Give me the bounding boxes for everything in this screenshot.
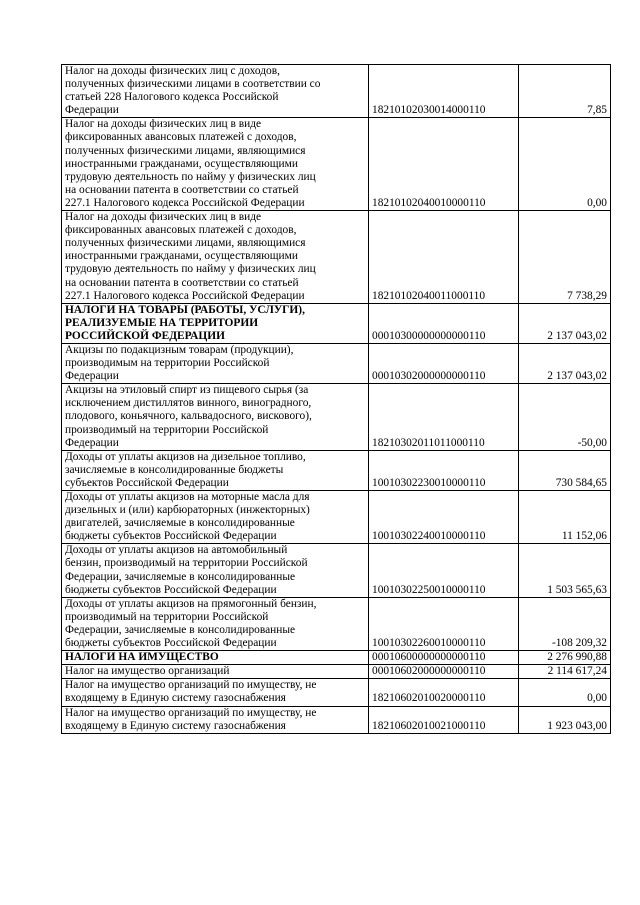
description-line: Акцизы по подакцизным товарам (продукции),	[65, 343, 294, 356]
table-row	[62, 211, 611, 304]
table-row	[62, 544, 611, 597]
description-line: Налог на доходы физических лиц в виде	[65, 118, 262, 131]
amount: -50,00	[519, 384, 611, 450]
table-row	[62, 450, 611, 490]
description-line: плодового, коньячного, кальвадосного, вискового),	[65, 410, 312, 423]
amount: 2 114 617,24	[519, 665, 611, 679]
row-description	[62, 65, 369, 118]
description-line: Налог на имущество организаций	[65, 665, 230, 678]
budget-classification-code: 18210102030014000110	[369, 65, 519, 118]
budget-classification-code: 10010302230010000110	[369, 450, 519, 490]
description-line: Доходы от уплаты акцизов на автомобильный	[65, 544, 288, 557]
amount: 2 137 043,02	[519, 343, 611, 383]
description-line: РЕАЛИЗУЕМЫЕ НА ТЕРРИТОРИИ	[65, 316, 259, 329]
description-line: НАЛОГИ НА ИМУЩЕСТВО	[65, 651, 219, 664]
amount: -108 209,32	[519, 597, 611, 650]
row-description	[62, 679, 369, 706]
description-line: Федерации, зачисляемые в консолидированные	[65, 570, 296, 583]
description-line: НАЛОГИ НА ТОВАРЫ (РАБОТЫ, УСЛУГИ),	[65, 303, 305, 316]
table-row	[62, 303, 611, 343]
description-line: производимый на территории Российской	[65, 610, 269, 623]
description-line: входящему в Единую систему газоснабжения	[65, 719, 286, 732]
row-description	[62, 544, 369, 597]
description-line: иностранными гражданами, осуществляющими	[65, 250, 298, 263]
row-description	[62, 665, 369, 679]
description-line: 227.1 Налогового кодекса Российской Федерации	[65, 196, 305, 209]
description-line: полученных физическими лицами в соответствии со	[65, 78, 321, 91]
budget-classification-code: 00010300000000000110	[369, 303, 519, 343]
description-line: Доходы от уплаты акцизов на дизельное топливо,	[65, 450, 306, 463]
row-description	[62, 491, 369, 544]
row-description	[62, 597, 369, 650]
table-row	[62, 665, 611, 679]
budget-classification-code: 18210602010021000110	[369, 706, 519, 733]
description-line: на основании патента в соответствии со статьей	[65, 183, 299, 196]
description-line: бюджеты субъектов Российской Федерации	[65, 530, 277, 543]
description-line: бюджеты субъектов Российской Федерации	[65, 637, 277, 650]
amount: 2 137 043,02	[519, 303, 611, 343]
budget-classification-code: 10010302250010000110	[369, 544, 519, 597]
revenue-table	[61, 64, 611, 734]
table-row	[62, 491, 611, 544]
amount: 7,85	[519, 65, 611, 118]
description-line: Налог на доходы физических лиц с доходов,	[65, 65, 280, 77]
budget-classification-code: 18210602010020000110	[369, 679, 519, 706]
amount: 7 738,29	[519, 211, 611, 304]
row-description	[62, 303, 369, 343]
description-line: трудовую деятельность по найму у физических лиц	[65, 170, 316, 183]
budget-classification-code: 18210102040011000110	[369, 211, 519, 304]
amount: 2 276 990,88	[519, 651, 611, 665]
description-line: производимый на территории Российской	[65, 423, 269, 436]
description-line: Федерации	[65, 104, 119, 117]
description-line: Налог на доходы физических лиц в виде	[65, 211, 262, 224]
description-line: на основании патента в соответствии со статьей	[65, 276, 299, 289]
description-line: Федерации	[65, 370, 119, 383]
amount: 1 923 043,00	[519, 706, 611, 733]
row-description	[62, 211, 369, 304]
description-line: исключением дистиллятов винного, виноградного,	[65, 397, 312, 410]
amount: 0,00	[519, 679, 611, 706]
budget-classification-code: 10010302260010000110	[369, 597, 519, 650]
description-line: 227.1 Налогового кодекса Российской Федерации	[65, 289, 305, 302]
description-line: бюджеты субъектов Российской Федерации	[65, 583, 277, 596]
description-line: Налог на имущество организаций по имуществу, не	[65, 679, 317, 692]
description-line: полученных физическими лицами, являющимися	[65, 144, 306, 157]
table-row	[62, 118, 611, 211]
description-line: дизельных и (или) карбюраторных (инжекторных)	[65, 504, 310, 517]
table-row	[62, 706, 611, 733]
row-description	[62, 118, 369, 211]
description-line: РОССИЙСКОЙ ФЕДЕРАЦИИ	[65, 329, 225, 342]
budget-classification-code: 18210102040010000110	[369, 118, 519, 211]
description-line: производимым на территории Российской	[65, 357, 270, 370]
budget-classification-code: 10010302240010000110	[369, 491, 519, 544]
row-description	[62, 651, 369, 665]
description-line: Налог на имущество организаций по имуществу, не	[65, 706, 317, 719]
table-row	[62, 597, 611, 650]
table-row	[62, 384, 611, 450]
budget-classification-code: 00010602000000000110	[369, 665, 519, 679]
description-line: бензин, производимый на территории Российской	[65, 557, 308, 570]
description-line: трудовую деятельность по найму у физических лиц	[65, 263, 316, 276]
description-line: фиксированных авансовых платежей с доходов,	[65, 224, 297, 237]
description-line: входящему в Единую систему газоснабжения	[65, 692, 286, 705]
table-row	[62, 679, 611, 706]
description-line: статьей 228 Налогового кодекса Российской	[65, 91, 279, 104]
table-row	[62, 651, 611, 665]
description-line: полученных физическими лицами, являющимися	[65, 237, 306, 250]
revenue-table-body	[62, 65, 611, 734]
description-line: зачисляемые в консолидированные бюджеты	[65, 463, 284, 476]
row-description	[62, 450, 369, 490]
row-description	[62, 343, 369, 383]
description-line: иностранными гражданами, осуществляющими	[65, 157, 298, 170]
budget-classification-code: 00010302000000000110	[369, 343, 519, 383]
budget-classification-code: 00010600000000000110	[369, 651, 519, 665]
amount: 1 503 565,63	[519, 544, 611, 597]
amount: 11 152,06	[519, 491, 611, 544]
row-description	[62, 384, 369, 450]
table-row	[62, 65, 611, 118]
amount: 730 584,65	[519, 450, 611, 490]
amount: 0,00	[519, 118, 611, 211]
description-line: Федерации	[65, 436, 119, 449]
description-line: субъектов Российской Федерации	[65, 476, 229, 489]
table-row	[62, 343, 611, 383]
description-line: Федерации, зачисляемые в консолидированные	[65, 623, 296, 636]
row-description	[62, 706, 369, 733]
description-line: двигателей, зачисляемые в консолидированные	[65, 517, 295, 530]
description-line: Доходы от уплаты акцизов на прямогонный бензин,	[65, 597, 317, 610]
budget-classification-code: 18210302011011000110	[369, 384, 519, 450]
description-line: Акцизы на этиловый спирт из пищевого сырья (за	[65, 384, 309, 397]
description-line: Доходы от уплаты акцизов на моторные масла для	[65, 491, 310, 503]
description-line: фиксированных авансовых платежей с доходов,	[65, 131, 297, 144]
